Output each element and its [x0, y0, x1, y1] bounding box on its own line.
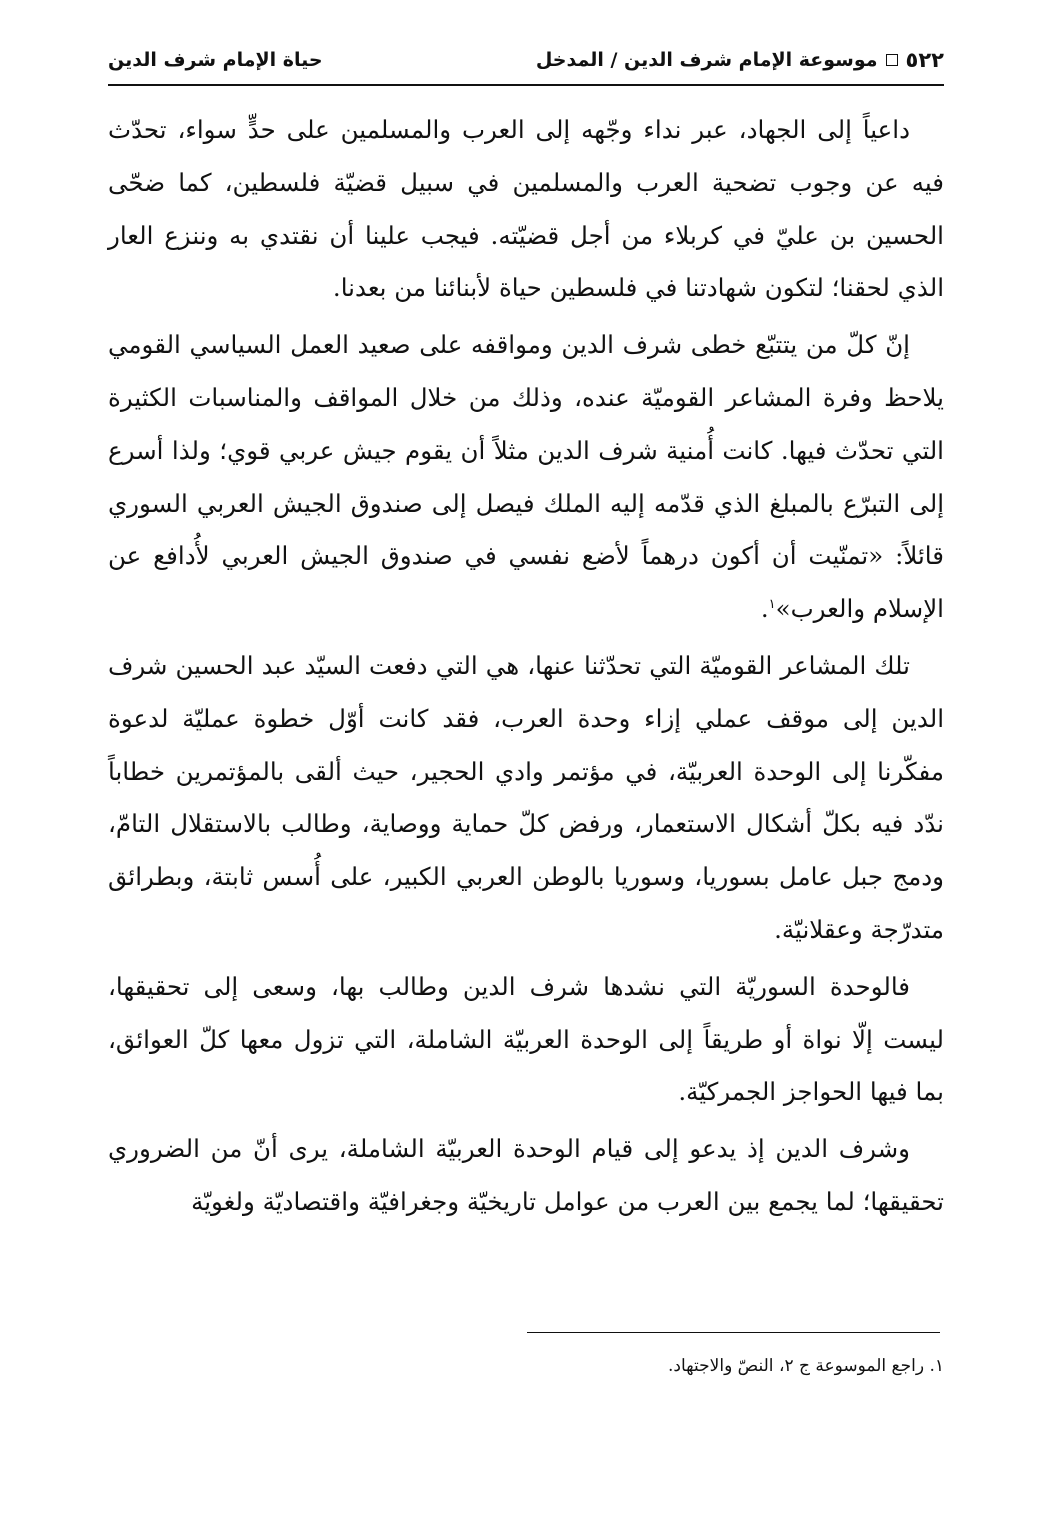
paragraph-4-text: فالوحدة السوريّة التي نشدها شرف الدين وطالب بها، وسعى إلى تحقيقها، ليست إلّا نواة أو طريقاً إلى الوحدة العربيّة الشاملة، التي تزول معها كلّ العوائق، بما فيها الحواجز الجمركيّة. — [108, 971, 944, 1107]
paragraph-3 — [108, 640, 944, 957]
footnote-text: ١. راجع الموسوعة ج ٢، النصّ والاجتهاد. — [668, 1356, 944, 1376]
paragraph-2-text: إنّ كلّ من يتتبّع خطى شرف الدين ومواقفه على صعيد العمل السياسي القومي يلاحظ وفرة المشاعر القوميّة عنده، وذلك من خلال المواقف والمناسبات الكثيرة التي تحدّث فيها. كانت أُمنية شرف الدين مثلاً أن يقوم جيش عربي قوي؛ ولذا أسرع إلى التبرّع بالمبلغ الذي قدّمه إليه الملك فيصل إلى صندوق الجيش العربي السوري قائلاً: «تمنّيت أن أكون درهماً لأضع نفسي في صندوق الجيش العربي لأُدافع عن الإسلام والعرب» — [108, 330, 944, 624]
paragraph-1 — [108, 104, 944, 315]
paragraph-4 — [108, 961, 944, 1119]
paragraph-1-text: داعياً إلى الجهاد، عبر نداء وجّهه إلى العرب والمسلمين على حدٍّ سواء، تحدّث فيه عن وجوب تضحية العرب والمسلمين في سبيل قضيّة فلسطين، كما ضحّى الحسين بن عليّ في كربلاء من أجل قضيّته. فيجب علينا أن نقتدي به وننزع العار الذي لحقنا؛ لتكون شهادتنا في فلسطين حياة لأبنائنا من بعدنا. — [108, 115, 944, 303]
square-separator-icon — [886, 54, 898, 66]
header-right-group — [536, 48, 944, 72]
body-text — [108, 104, 944, 1229]
running-header — [108, 38, 944, 82]
paragraph-5-text: وشرف الدين إذ يدعو إلى قيام الوحدة العربيّة الشاملة، يرى أنّ من الضروري تحقيقها؛ لما يجمع بين العرب من عوامل تاريخيّة وجغرافيّة واقتصاديّة ولغويّة — [108, 1134, 944, 1216]
page-number: ٥٢٢ — [905, 48, 944, 72]
footnote-reference: ١ — [768, 597, 776, 613]
paragraph-5 — [108, 1123, 944, 1229]
section-title: حياة الإمام شرف الدين — [108, 49, 323, 71]
paragraph-2 — [108, 319, 944, 636]
header-divider — [108, 84, 944, 86]
paragraph-2-tail: . — [760, 594, 769, 624]
book-title: موسوعة الإمام شرف الدين / المدخل — [535, 49, 878, 71]
footnote-divider — [527, 1332, 940, 1333]
paragraph-3-text: تلك المشاعر القوميّة التي تحدّثنا عنها، هي التي دفعت السيّد عبد الحسين شرف الدين إلى موقف عملي إزاء وحدة العرب، فقد كانت أوّل خطوة عمليّة لدعوة مفكّرنا إلى الوحدة العربيّة، في مؤتمر وادي الحجير، حيث ألقى بالمؤتمرين خطاباً ندّد فيه بكلّ أشكال الاستعمار، ورفض كلّ حماية ووصاية، وطالب بالاستقلال التامّ، ودمج جبل عامل بسوريا، وسوريا بالوطن العربي الكبير، على أُسس ثابتة، وبطرائق متدرّجة وعقلانيّة. — [108, 650, 944, 944]
footnote — [108, 1352, 944, 1380]
